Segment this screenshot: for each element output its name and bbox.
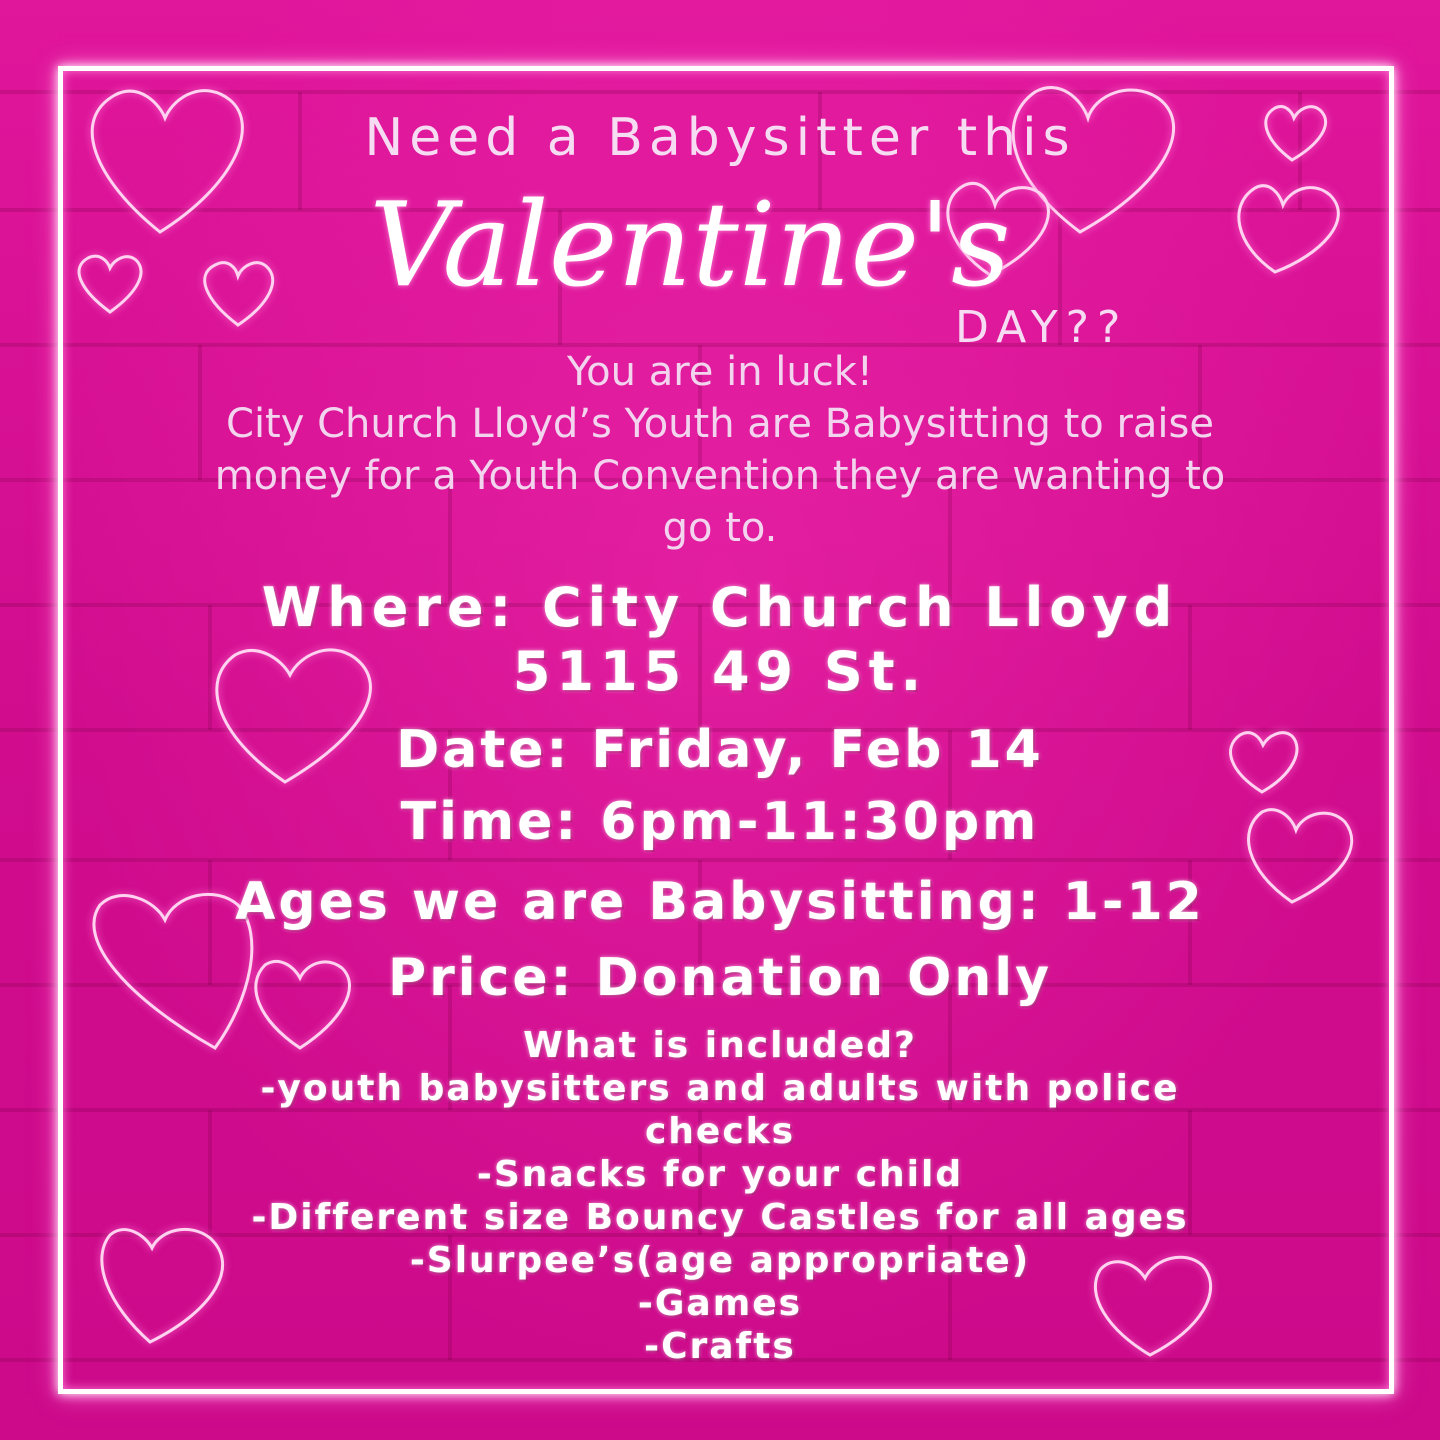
list-item: -Slurpee’s(age appropriate) [409,1240,1031,1281]
intro-line-1: City Church Lloyd’s Youth are Babysitting to raise [226,401,1214,447]
list-item: checks [644,1111,796,1152]
list-item: -Snacks for your child [476,1154,964,1195]
heading-day: DAY?? [955,302,1129,353]
included-title: What is included? [523,1025,917,1066]
heading-line-1: Need a Babysitter this [364,108,1076,168]
intro-line-2: money for a Youth Convention they are wanting to [214,453,1226,499]
list-item: -Crafts [644,1326,796,1367]
price-label: Price: Donation Only [387,948,1053,1008]
list-item: -youth babysitters and adults with police [260,1068,1180,1109]
ages-label: Ages we are Babysitting: 1-12 [235,872,1205,932]
list-item: -Different size Bouncy Castles for all ages [251,1197,1189,1238]
where-label: Where: City Church Lloyd [261,576,1179,639]
intro-line-3: go to. [662,505,778,551]
list-item: -Games [637,1283,803,1324]
date-label: Date: Friday, Feb 14 [396,720,1044,780]
time-label: Time: 6pm-11:30pm [400,792,1040,852]
included-list [0,1024,1440,1368]
intro-text [0,346,1440,554]
heading-valentines-script: Valentine's [369,178,1011,313]
address-label: 5115 49 St. [512,640,928,703]
intro-luck: You are in luck! [567,349,873,395]
location-block [0,576,1440,704]
